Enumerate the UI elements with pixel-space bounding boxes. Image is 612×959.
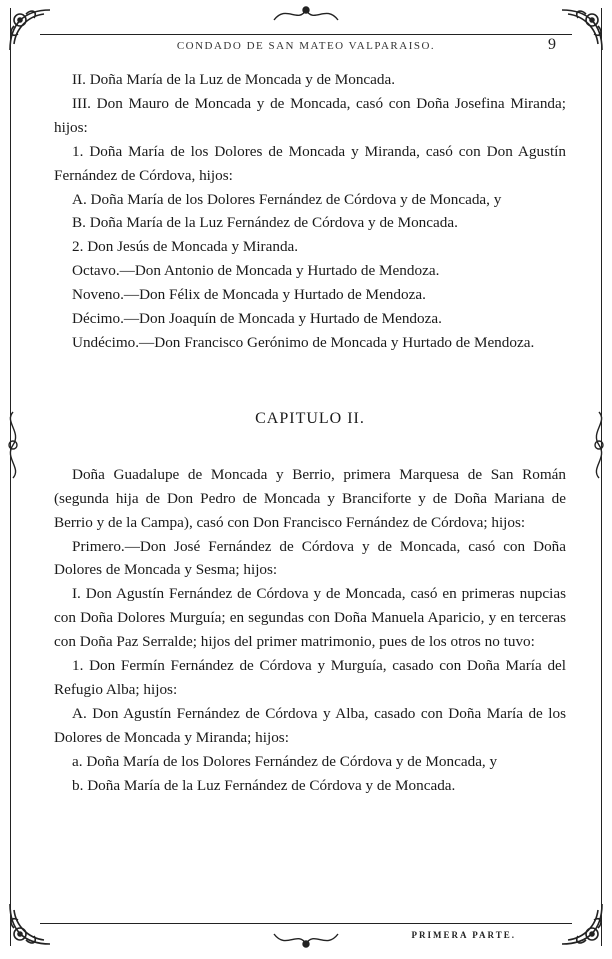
page-body xyxy=(54,68,566,797)
frame-top-rule xyxy=(40,34,572,35)
corner-ornament-icon xyxy=(556,898,608,950)
side-ornament-icon xyxy=(2,410,24,480)
page-number: 9 xyxy=(548,36,556,53)
paragraph: I. Don Agustín Fernández de Córdova y de Moncada, casó en primeras nupcias con Doña Dolores Murguía; en segundas con Doña Manuela Aparicio, y en terceras con Doña Paz Serralde; hijos del primer matrimonio, pues de los otros no tuvo: xyxy=(54,585,566,651)
footer-signature: PRIMERA PARTE. xyxy=(411,930,516,940)
top-center-ornament-icon xyxy=(270,0,342,28)
paragraph: 1. Don Fermín Fernández de Córdova y Murguía, casado con Doña María del Refugio Alba; hijos: xyxy=(54,657,566,698)
paragraph: 2. Don Jesús de Moncada y Miranda. xyxy=(72,238,299,256)
paragraph: A. Doña María de los Dolores Fernández de Córdova y de Moncada, y xyxy=(72,190,502,208)
paragraph: Undécimo.—Don Francisco Gerónimo de Moncada y Hurtado de Mendoza. xyxy=(72,333,535,351)
frame-bottom-rule xyxy=(40,923,572,924)
paragraph: 1. Doña María de los Dolores de Moncada y Miranda, casó con Don Agustín Fernández de Córdova, hijos: xyxy=(54,142,566,184)
chapter-title: CAPITULO II. xyxy=(255,409,365,427)
paragraph: b. Doña María de la Luz Fernández de Córdova y de Moncada. xyxy=(72,776,456,794)
paragraph: III. Don Mauro de Moncada y de Moncada, casó con Doña Josefina Miranda; hijos: xyxy=(54,94,566,136)
paragraph: Octavo.—Don Antonio de Moncada y Hurtado de Mendoza. xyxy=(72,262,440,280)
paragraph: Doña Guadalupe de Moncada y Berrio, primera Marquesa de San Román (segunda hija de Don Pedro de Moncada y Branciforte y de Doña Mariana de Berrio y de la Campa), casó con Don Francisco Fernández de Córdova; hijos: xyxy=(54,465,566,531)
paragraph: a. Doña María de los Dolores Fernández de Córdova y de Moncada, y xyxy=(72,752,498,770)
running-title: CONDADO DE SAN MATEO VALPARAISO. xyxy=(176,40,436,52)
side-ornament-icon xyxy=(588,410,610,480)
paragraph: II. Doña María de la Luz de Moncada y de Moncada. xyxy=(72,71,396,88)
corner-ornament-icon xyxy=(4,898,56,950)
paragraph: Décimo.—Don Joaquín de Moncada y Hurtado de Mendoza. xyxy=(72,310,442,328)
paragraph: Noveno.—Don Félix de Moncada y Hurtado de Mendoza. xyxy=(72,286,426,304)
paragraph: Primero.—Don José Fernández de Córdova y de Moncada, casó con Doña Dolores de Moncada y Sesma; hijos: xyxy=(54,537,566,579)
paragraph: A. Don Agustín Fernández de Córdova y Alba, casado con Doña María de los Dolores de Moncada y Miranda; hijos: xyxy=(54,704,566,746)
bottom-center-ornament-icon xyxy=(270,926,342,954)
paragraph: B. Doña María de la Luz Fernández de Córdova y de Moncada. xyxy=(72,214,458,232)
